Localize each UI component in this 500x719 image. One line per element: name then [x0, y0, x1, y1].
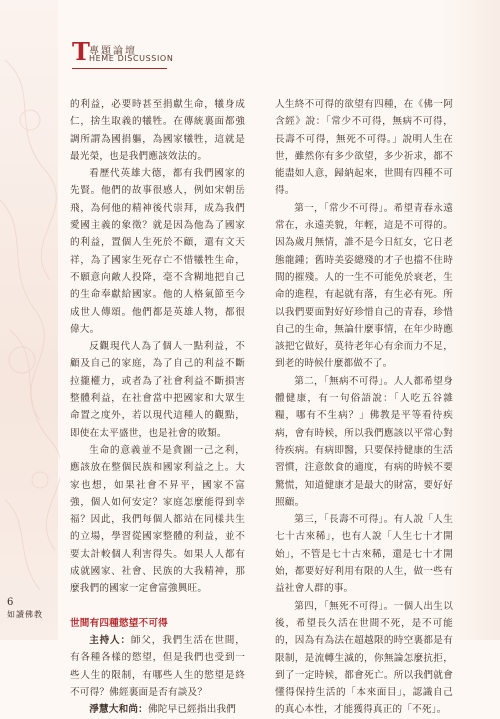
left-paragraph-3: 反觀現代人為了個人一點利益，不顧及自己的家庭，為了自己的利益不斷拉攏權力，或者為了社會利益不斷損害整體利益，在社會當中把國家和大眾生命置之度外，若以現代這種人的觀點，即使在太平盛世，也是社會的敗類。	[70, 341, 245, 439]
magazine-name: 如讀佛教	[7, 610, 43, 619]
header-title-en: HEME DISCUSSION	[89, 54, 174, 63]
right-paragraph-1: 人生終不可得的欲望有四種，在《佛一阿含經》說：「常少不可得，無病不可得，長壽不可得，無死不可得。」說明人生在世，雖然你有多少欲望，多少祈求，都不能盡如人意，歸納起來，世間有四種不可得。	[275, 99, 453, 197]
page-footer	[7, 597, 43, 620]
left-paragraph-4: 生命的意義並不是貪圖一己之利，應該放在整個民族和國家利益之上。大家也想，如果社會不昇平，國家不富強，個人如何安定？家庭怎麼能得到幸福？因此，我們每個人都站在同樣共生的立場，學習從國家整體的利益，並不要太計較個人利害得失。如果人人都有成就國家、社會、民族的大我精神，那麼我們的國家一定會富強興旺。	[70, 444, 245, 595]
page-number: 6	[7, 597, 14, 608]
master-answer	[70, 701, 245, 718]
right-paragraph-5: 第四，「無死不可得」。一個人出生以後，希望長久活在世間不死，是不可能的，因為有為法在超越限的時空裏都是有限制，是流轉生滅的，你無論怎麼抗拒，到了一定時候，都會死亡。所以我們就會懂得保持生活的「本來面目」，認識自己的真心本性，才能獲得真正的「不死」。	[275, 600, 453, 716]
right-column	[275, 96, 453, 719]
header-title-cn: 專題論壇	[89, 46, 137, 57]
host-question-text: 師父，我們生活在世間，有各種各樣的慾望，但是我們也受到一些人生的限制，有哪些人生的慾望是終不可得？佛經裏面是否有談及？	[70, 634, 245, 698]
left-paragraph-1: 的利益，必要時甚至捐獻生命，犧身成仁，捨生取義的犧牲。在傳統裏面都強調所謂為國捐軀，為國家犧牲，這就是最光榮，也是我們應該效法的。	[70, 99, 245, 162]
host-question	[70, 632, 245, 701]
swirl-ornament-icon	[0, 0, 60, 640]
section-heading: 世間有四種慾望不可得	[70, 617, 168, 629]
host-speaker-label: 主持人：	[89, 634, 131, 646]
right-paragraph-3: 第二，「無病不可得」。人人都希望身體健康，有一句俗語說：「人吃五谷雜糧，哪有不生病？」佛教是平等看待疾病，會有時候，所以我們應該以平常心對待疾病。有病即醫，只要保持健康的生活習慣，注意飲食的適度，有病的時候不要驚慌，知道健康才是最大的財富，要好好照顧。	[275, 375, 453, 508]
master-speaker-label: 淨慧大和尚：	[89, 704, 148, 716]
header-initial: T	[72, 37, 90, 66]
header-rule	[72, 68, 167, 69]
section-gap	[70, 598, 245, 615]
left-column	[70, 96, 245, 718]
left-paragraph-2: 看歷代英雄大德，都有我們國家的先賢。他們的故事很感人，例如宋朝岳飛，為何他的精神後代崇拜，成為我們愛國主義的象徵？就是因為他為了國家的利益，置個人生死於不顧，還有文天祥，為了國家生死存亡不惜犧牲生命，不願意向敵人投降，毫不含糊地把自己的生命奉獻給國家。他的人格氣節至今成世人傳頌。他們都是英雄人物，都很偉大。	[70, 168, 245, 335]
right-paragraph-2: 第一，「常少不可得」。希望青春永遠常在，永遠美貌，年輕，這是不可得的。因為歲月無情，誰不是今日紅女，它日老態龍鍾；舊時美姿總殘的才子也擋不住時間的摧殘。人的一生不可能免於衰老，生命的進程，有起就有落，有生必有死。所以我們要面對好好珍惜自己的青春，珍惜自己的生命，無論什麼事情，在年少時應該把它做好，莫待老年心有余而力不足，到老的時候什麼都做不了。	[275, 202, 453, 370]
margin-decoration	[0, 0, 58, 640]
master-answer-text: 佛陀早已經指出我們	[147, 704, 237, 716]
right-paragraph-4: 第三，「長壽不可得」。有人說「人生七十古來稀」，也有人說「人生七十才開始」，不管是七十古來稀，還是七十才開始，都要好好利用有限的人生，做一些有益社會人群的事。	[275, 514, 453, 595]
